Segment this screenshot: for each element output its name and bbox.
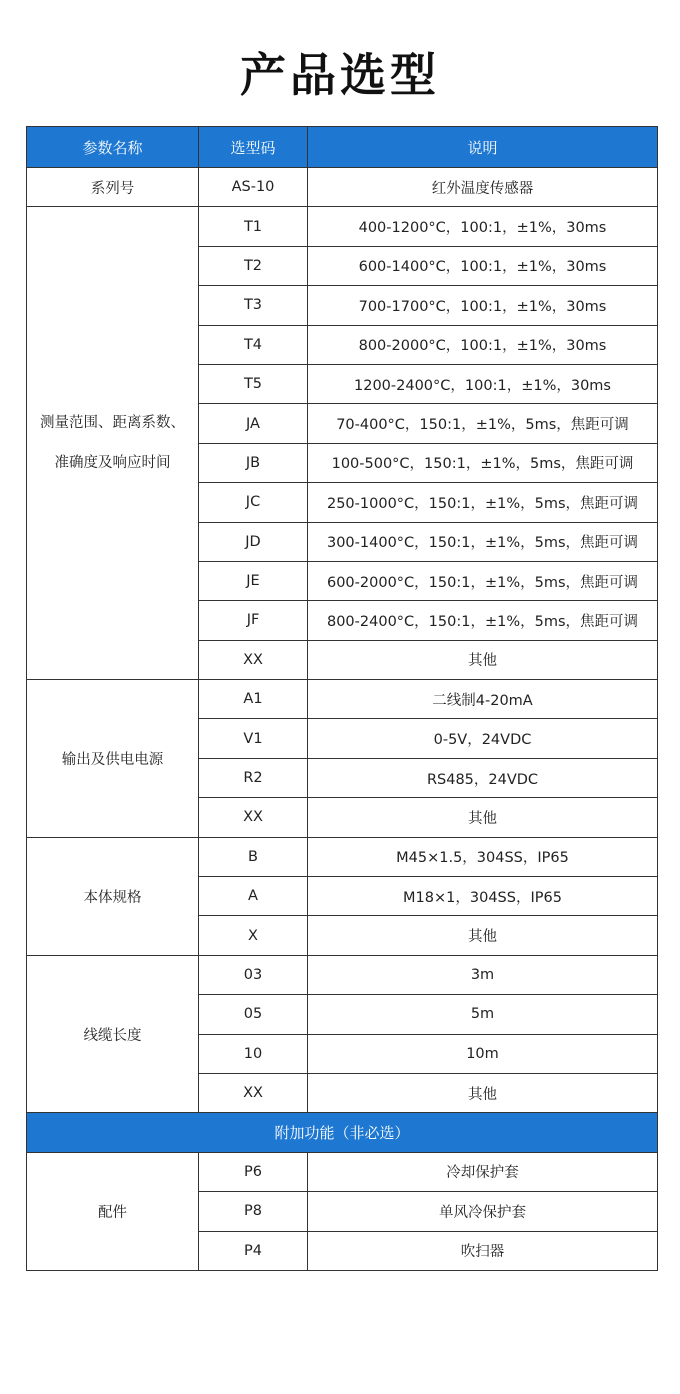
- code-cell: AS-10: [199, 168, 308, 207]
- code-cell: A1: [199, 680, 308, 719]
- code-cell: 10: [199, 1034, 308, 1073]
- code-cell: XX: [199, 798, 308, 837]
- table-row: [27, 1152, 658, 1191]
- code-cell: B: [199, 837, 308, 876]
- code-cell: A: [199, 877, 308, 916]
- description-cell: 600-2000°C，150:1，±1%，5ms，焦距可调: [308, 561, 658, 600]
- description-cell: 10m: [308, 1034, 658, 1073]
- param-name-line: 测量范围、距离系数、: [40, 415, 185, 432]
- code-cell: JB: [199, 443, 308, 482]
- description-cell: 其他: [308, 916, 658, 955]
- header-code: 选型码: [199, 127, 308, 168]
- description-cell: 二线制4-20mA: [308, 680, 658, 719]
- description-cell: 单风冷保护套: [308, 1192, 658, 1231]
- code-cell: T3: [199, 286, 308, 325]
- description-cell: M18×1，304SS，IP65: [308, 877, 658, 916]
- description-cell: 5m: [308, 995, 658, 1034]
- code-cell: XX: [199, 640, 308, 679]
- table-row: [27, 168, 658, 207]
- code-cell: JA: [199, 404, 308, 443]
- description-cell: 600-1400°C，100:1，±1%，30ms: [308, 246, 658, 285]
- code-cell: JD: [199, 522, 308, 561]
- table-body: [27, 168, 658, 1271]
- code-cell: 05: [199, 995, 308, 1034]
- selection-table: [26, 126, 658, 1271]
- description-cell: 其他: [308, 1073, 658, 1112]
- code-cell: X: [199, 916, 308, 955]
- description-cell: 0-5V，24VDC: [308, 719, 658, 758]
- description-cell: 吹扫器: [308, 1231, 658, 1270]
- param-name-cell: 本体规格: [27, 837, 199, 955]
- table-row: [27, 680, 658, 719]
- code-cell: T5: [199, 364, 308, 403]
- param-name-cell: 线缆长度: [27, 955, 199, 1113]
- code-cell: T1: [199, 207, 308, 246]
- description-cell: 800-2000°C，100:1，±1%，30ms: [308, 325, 658, 364]
- param-name-line: 准确度及响应时间: [54, 455, 171, 472]
- description-cell: 冷却保护套: [308, 1152, 658, 1191]
- description-cell: 其他: [308, 640, 658, 679]
- code-cell: JF: [199, 601, 308, 640]
- param-name-cell: 配件: [27, 1152, 199, 1270]
- table-header-row: [27, 127, 658, 168]
- header-param-name: 参数名称: [27, 127, 199, 168]
- description-cell: M45×1.5，304SS，IP65: [308, 837, 658, 876]
- description-cell: 300-1400°C，150:1，±1%，5ms，焦距可调: [308, 522, 658, 561]
- code-cell: JC: [199, 483, 308, 522]
- code-cell: V1: [199, 719, 308, 758]
- param-name-cell: [27, 207, 199, 680]
- description-cell: 红外温度传感器: [308, 168, 658, 207]
- description-cell: 3m: [308, 955, 658, 994]
- description-cell: 100-500°C，150:1，±1%，5ms，焦距可调: [308, 443, 658, 482]
- description-cell: 800-2400°C，150:1，±1%，5ms，焦距可调: [308, 601, 658, 640]
- page-title: 产品选型: [240, 48, 440, 102]
- description-cell: 70-400°C，150:1，±1%，5ms，焦距可调: [308, 404, 658, 443]
- description-cell: 1200-2400°C，100:1，±1%，30ms: [308, 364, 658, 403]
- table-row: [27, 955, 658, 994]
- optional-band-row: [27, 1113, 658, 1152]
- code-cell: P4: [199, 1231, 308, 1270]
- description-cell: RS485，24VDC: [308, 758, 658, 797]
- code-cell: XX: [199, 1073, 308, 1112]
- description-cell: 400-1200°C，100:1，±1%，30ms: [308, 207, 658, 246]
- code-cell: T2: [199, 246, 308, 285]
- header-description: 说明: [308, 127, 658, 168]
- table-row: [27, 207, 658, 246]
- code-cell: T4: [199, 325, 308, 364]
- description-cell: 其他: [308, 798, 658, 837]
- description-cell: 250-1000°C，150:1，±1%，5ms，焦距可调: [308, 483, 658, 522]
- description-cell: 700-1700°C，100:1，±1%，30ms: [308, 286, 658, 325]
- code-cell: P8: [199, 1192, 308, 1231]
- table-row: [27, 837, 658, 876]
- code-cell: 03: [199, 955, 308, 994]
- param-name-cell: 系列号: [27, 168, 199, 207]
- code-cell: P6: [199, 1152, 308, 1191]
- optional-band-label: 附加功能（非必选）: [27, 1113, 658, 1152]
- code-cell: R2: [199, 758, 308, 797]
- code-cell: JE: [199, 561, 308, 600]
- param-name-cell: 输出及供电电源: [27, 680, 199, 838]
